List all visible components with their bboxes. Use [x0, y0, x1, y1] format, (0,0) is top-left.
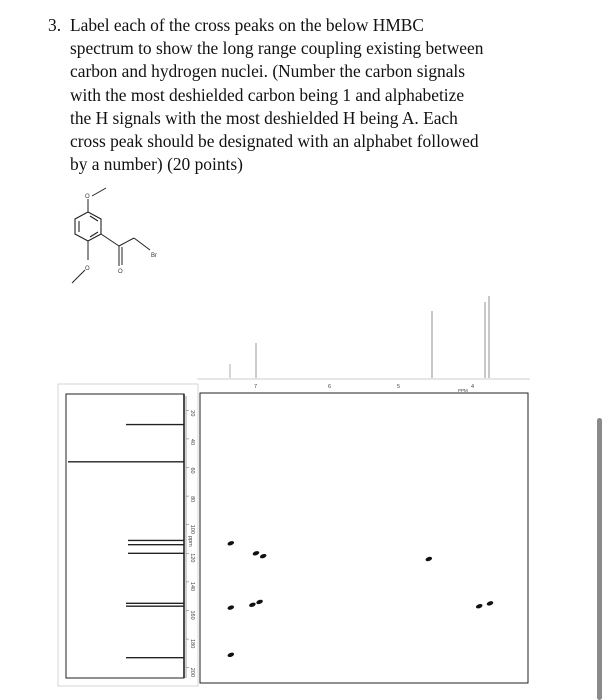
- h-tick-5: 5: [397, 384, 401, 390]
- c-tick-140: 140: [189, 581, 195, 592]
- cross-peak-6: [249, 602, 257, 608]
- c-tick-200: 200: [189, 667, 195, 677]
- atom-label-br: Br: [151, 253, 157, 259]
- c-tick-160: 160: [189, 610, 195, 620]
- cross-peak-3: [259, 553, 267, 559]
- question-line-7: by a number) (20 points): [70, 154, 243, 175]
- vertical-scrollbar[interactable]: [597, 418, 602, 700]
- atom-label-o-top: O: [85, 194, 90, 200]
- carbon-axis: [186, 396, 195, 678]
- cross-peak-2: [252, 550, 260, 556]
- cross-peak-1: [227, 540, 235, 546]
- question-line-3: carbon and hydrogen nuclei. (Number the carbon signals: [70, 61, 466, 82]
- question-line-2: spectrum to show the long range coupling existing between: [70, 38, 484, 59]
- c-tick-100: 100: [189, 524, 195, 534]
- question-line-5: the H signals with the most deshielded H being A. Each: [70, 107, 458, 128]
- c-tick-40: 40: [189, 438, 195, 446]
- h-tick-4: 4: [471, 384, 475, 390]
- question-line-1: 3. Label each of the cross peaks on the below HMBC: [48, 14, 548, 37]
- question-line-4: with the most deshielded carbon being 1 and alphabetize: [70, 84, 465, 105]
- h-tick-7: 7: [254, 384, 258, 390]
- c-tick-120: 120: [189, 553, 195, 563]
- proton-axis: [196, 379, 530, 393]
- carbon-panel-outer: [58, 384, 198, 686]
- cross-peak-4: [425, 556, 433, 562]
- c-axis-unit: ppm: [187, 536, 193, 547]
- h-axis-unit: PPM: [458, 388, 468, 393]
- c-tick-180: 180: [189, 639, 195, 649]
- h-tick-6: 6: [328, 384, 332, 390]
- question-line-6: cross peak should be designated with an alphabet followed: [70, 131, 479, 152]
- c-tick-60: 60: [189, 467, 195, 474]
- carbon-panel-frame: [66, 394, 184, 678]
- question-number: 3.: [48, 15, 62, 35]
- cross-peak-10: [227, 652, 235, 658]
- c-tick-20: 20: [189, 410, 195, 417]
- cross-peak-9: [486, 600, 494, 606]
- c-tick-80: 80: [189, 496, 195, 503]
- proton-projection: [198, 296, 530, 379]
- cross-peak-8: [475, 603, 483, 609]
- cross-peak-5: [227, 605, 235, 611]
- atom-label-o-methoxy: O: [85, 266, 90, 272]
- atom-label-o-carbonyl: O: [118, 269, 123, 275]
- carbon-projection: [58, 384, 198, 686]
- hmbc-plot-frame: [200, 393, 528, 683]
- cross-peak-7: [256, 599, 264, 605]
